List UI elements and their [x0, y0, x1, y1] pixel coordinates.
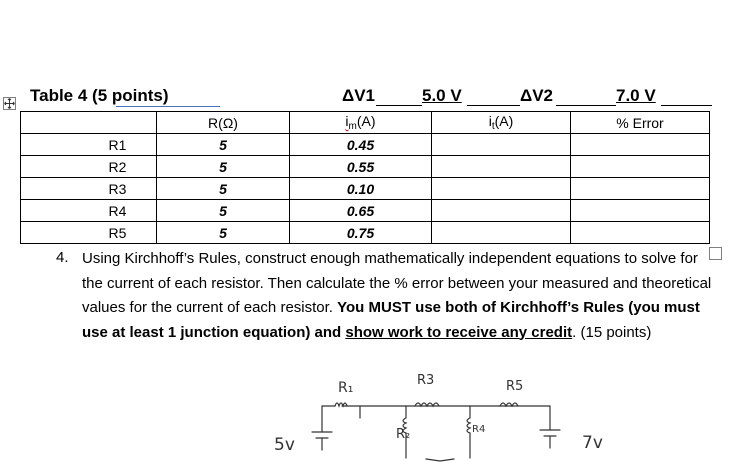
measured-current: 0.10	[290, 178, 432, 200]
paragraph-checkbox[interactable]	[709, 247, 722, 260]
header-resistor	[21, 112, 157, 134]
question-text	[82, 247, 722, 345]
sketch-label-left-source: 5v	[274, 435, 295, 455]
measured-current: 0.65	[290, 200, 432, 222]
sketch-label-right-source: 7v	[582, 433, 603, 453]
resistance-value: 5	[157, 178, 290, 200]
delta-v2-label: ΔV2	[520, 86, 554, 105]
measured-current: 0.55	[290, 156, 432, 178]
question-points: . (15 points)	[572, 323, 652, 341]
resistor-table	[20, 111, 710, 244]
resistor-name: R3	[21, 178, 157, 200]
measured-current: 0.45	[290, 134, 432, 156]
question-number: 4.	[56, 249, 69, 266]
resistance-value: 5	[157, 134, 290, 156]
resistor-name: R5	[21, 222, 157, 244]
resistance-value: 5	[157, 222, 290, 244]
table-header-row	[21, 112, 710, 134]
sketch-label-r3: R3	[417, 373, 435, 388]
table-row	[21, 156, 710, 178]
header-measured-current: $i_m(A)$	[290, 112, 432, 134]
table-title: Table 4 (5 points)	[30, 86, 169, 105]
delta-v2-blank	[556, 105, 616, 106]
table-header-line	[30, 86, 712, 110]
header-theoretical-current: $i_t(A)$	[432, 112, 571, 134]
question-show-work: show work to receive any credit	[345, 323, 573, 341]
resistance-value: 5	[157, 156, 290, 178]
move-arrows-icon	[4, 98, 15, 109]
delta-v2-value: 7.0 V	[616, 86, 656, 105]
table-row	[21, 200, 710, 222]
circuit-sketch	[260, 368, 620, 462]
circuit-wires	[312, 403, 560, 461]
theoretical-current-cell[interactable]	[432, 222, 571, 244]
delta-v1-blank	[376, 105, 422, 106]
theoretical-current-cell[interactable]	[432, 134, 571, 156]
sketch-label-r2: R₂	[396, 427, 411, 442]
question-requirement: You MUST use both of Kirchhoff’s Rules (you must use at least 1 junction equation) and	[82, 299, 700, 341]
table-move-handle[interactable]	[3, 97, 16, 110]
error-cell[interactable]	[571, 200, 710, 222]
error-cell[interactable]	[571, 222, 710, 244]
spellcheck-underline	[116, 106, 220, 107]
error-cell[interactable]	[571, 156, 710, 178]
theoretical-current-cell[interactable]	[432, 178, 571, 200]
table-row	[21, 178, 710, 200]
sketch-label-r1: R₁	[338, 380, 354, 396]
theoretical-current-cell[interactable]	[432, 156, 571, 178]
resistance-value: 5	[157, 200, 290, 222]
delta-v1-value: 5.0 V	[422, 86, 462, 105]
sketch-label-r4: R4	[472, 424, 486, 435]
theoretical-current-cell[interactable]	[432, 200, 571, 222]
delta-v1-label: ΔV1	[342, 86, 376, 105]
error-cell[interactable]	[571, 178, 710, 200]
measured-current: 0.75	[290, 222, 432, 244]
header-error: % Error	[571, 112, 710, 134]
sketch-label-r5: R5	[506, 379, 524, 394]
table-row	[21, 134, 710, 156]
delta-v2-blank-tail	[661, 105, 712, 106]
table-row	[21, 222, 710, 244]
delta-v1-blank-tail	[467, 105, 520, 106]
resistor-name: R2	[21, 156, 157, 178]
header-r: R(Ω)	[157, 112, 290, 134]
header-im-letter: $i_m$	[345, 113, 357, 132]
resistor-name: R1	[21, 134, 157, 156]
question-instructions: Using Kirchhoff’s Rules, construct enough mathematically independent equations to solve for the current of each resistor. Then calculate the % error between your measured and theoretical values for the current of each resistor.	[82, 250, 712, 316]
resistor-name: R4	[21, 200, 157, 222]
error-cell[interactable]	[571, 134, 710, 156]
